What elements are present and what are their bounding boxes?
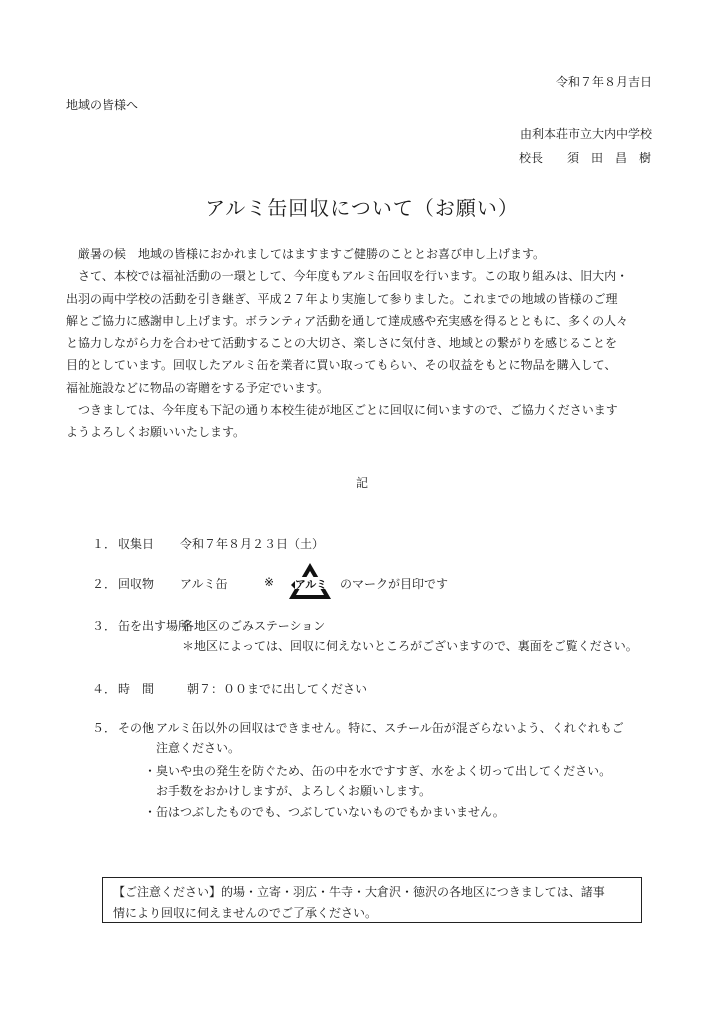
document-title: アルミ缶回収について（お願い）	[205, 196, 519, 220]
ki-heading: 記	[355, 476, 368, 490]
notice-line: 情により回収に伺えませんのでご了承ください。	[113, 906, 378, 920]
mark-caption: のマークが目印です	[340, 577, 449, 591]
collected-item: アルミ缶	[180, 577, 228, 591]
body-text	[66, 243, 666, 444]
principal-name: 須 田 昌 樹	[567, 151, 652, 165]
aluminum-recycling-mark-icon	[287, 561, 333, 601]
item-label-collected-item: 回収物	[118, 577, 155, 591]
item-label-place: 缶を出す場所	[118, 619, 191, 633]
other-line: ・アルミ缶以外の回収はできません。特に、スチール缶が混ざらないよう、くれぐれもご	[144, 721, 624, 735]
notice-box	[102, 877, 642, 923]
other-line: ・臭いや虫の発生を防ぐため、缶の中を水ですすぎ、水をよく切って出してください。	[144, 764, 612, 778]
collection-time: 朝７：００までに出してください	[187, 682, 368, 696]
item-number: １．	[92, 537, 117, 551]
notice-line: 【ご注意ください】的場・立寄・羽広・牛寺・大倉沢・徳沢の各地区につきましては、諸事	[113, 885, 605, 899]
document-date: 令和７年８月吉日	[556, 75, 653, 89]
body-line: と協力しながら力を合わせて活動することの大切さ、楽しさに気付き、地域との繋がりを感じることを	[66, 336, 618, 351]
item-number: ３．	[92, 619, 117, 633]
body-line: ようよろしくお願いいたします。	[66, 425, 246, 440]
body-line: 厳暑の候 地域の皆様におかれましてはますますご健勝のこととお喜び申し上げます。	[66, 247, 546, 261]
other-line: ・缶はつぶしたものでも、つぶしていないものでもかまいません。	[144, 805, 505, 819]
body-line: 福祉施設などに物品の寄贈をする予定でいます。	[66, 380, 330, 395]
other-line: 注意ください。	[144, 741, 241, 755]
body-line: さて、本校では福祉活動の一環として、今年度もアルミ缶回収を行います。この取り組みは、旧大内・	[66, 269, 629, 284]
item-number: ２．	[92, 577, 117, 591]
body-line: 出羽の両中学校の活動を引き継ぎ、平成２７年より実施して参りました。これまでの地域の皆様のご理	[66, 291, 618, 306]
principal	[519, 149, 651, 166]
body-line: つきましては、今年度も下記の通り本校生徒が地区ごとに回収に伺いますので、ご協力くださいます	[66, 403, 618, 418]
mark-text: アルミ	[294, 578, 328, 591]
item-number: ５．	[92, 721, 117, 735]
collection-place: 各地区のごみステーション	[182, 619, 326, 633]
body-line: 解とご協力に感謝申し上げます。ボランティア活動を通して達成感や充実感を得るとともに、多くの人々	[66, 313, 629, 328]
place-note: ＊地区によっては、回収に伺えないところがございますので、裏面をご覧ください。	[182, 639, 638, 653]
school-name: 由利本荘市立大内中学校	[520, 127, 653, 141]
item-label-collection-date: 収集日	[118, 537, 155, 551]
item-label-other: その他	[118, 721, 155, 735]
asterisk-mark: ※	[264, 575, 275, 589]
principal-role: 校長	[519, 151, 544, 165]
other-line: お手数をおかけしますが、よろしくお願いします。	[144, 784, 432, 798]
item-label-time: 時 間	[118, 682, 155, 696]
body-line: 目的としています。回収したアルミ缶を業者に買い取ってもらい、その収益をもとに物品を購入して、	[66, 358, 617, 373]
addressee: 地域の皆様へ	[66, 98, 139, 112]
item-number: ４．	[92, 682, 117, 696]
collection-date: 令和７年８月２３日（土）	[180, 537, 325, 551]
